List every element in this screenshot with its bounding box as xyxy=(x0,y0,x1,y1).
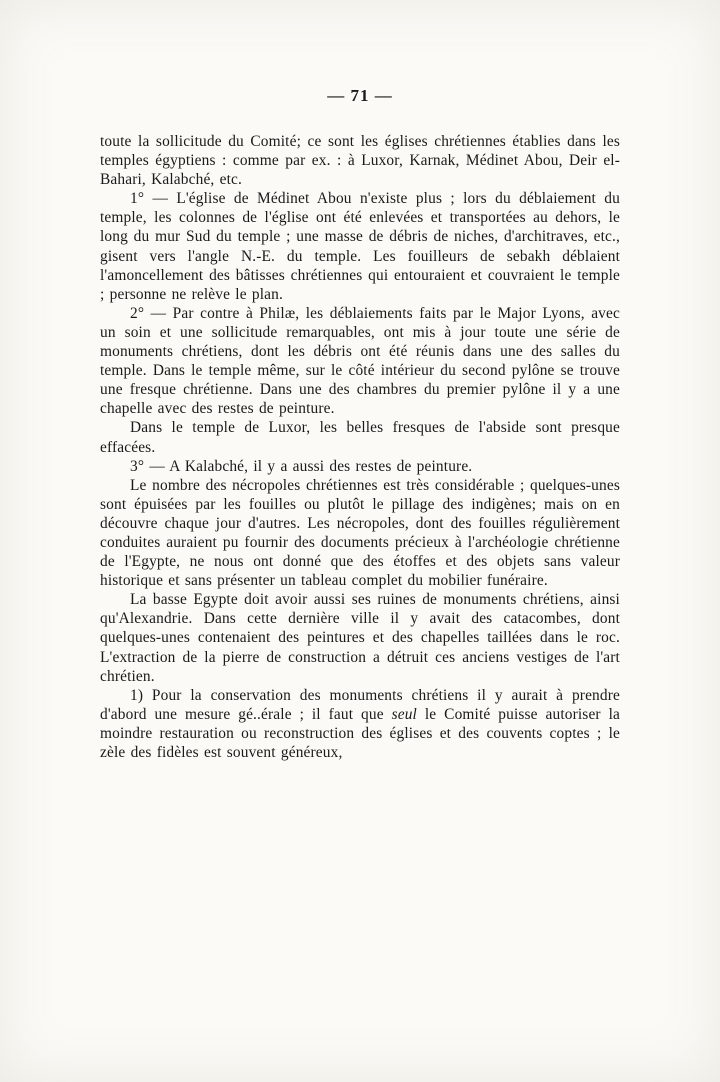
paragraph-conservation-before: 1) Pour la conservation des monuments chrétiens il y aurait à prendre d'abord une mesure gé..érale ; il faut que xyxy=(100,686,620,723)
page-number: — 71 — xyxy=(327,86,393,105)
paragraph-item-2: 2° — Par contre à Philæ, les déblaiements faits par le Major Lyons, avec un soin et une sollicitude remarquables, ont mis à jour toute une série de monuments chrétiens, dont les débris ont été réunis dans une des salles du temple. Dans le temple même, sur le côté intérieur du second pylône se trouve une fresque chrétienne. Dans une des chambres du premier pylône il y a une chapelle avec des restes de peinture. xyxy=(100,304,620,418)
paragraph-item-3: 3° — A Kalabché, il y a aussi des restes de peinture. xyxy=(130,457,473,475)
paragraph-conservation xyxy=(100,686,620,762)
paragraph-basse-egypte: La basse Egypte doit avoir aussi ses ruines de monuments chrétiens, ainsi qu'Alexandrie. Dans cette dernière ville il y avait des catacombes, dont quelques-unes contenaient des peintures et des chapelles taillées dans le roc. L'extraction de la pierre de construction a détruit ces anciens vestiges de l'art chrétien. xyxy=(100,591,620,685)
paragraph-luxor: Dans le temple de Luxor, les belles fresques de l'abside sont presque effacées. xyxy=(100,419,620,456)
paragraph-necropoles: Le nombre des nécropoles chrétiennes est très considérable ; quelques-unes sont épuisées par les fouilles ou plutôt le pillage des indigènes; mais on en découvre chaque jour d'autres. Les nécropoles, dont des fouilles régulièrement conduites auraient pu fournir des documents précieux à l'archéologie chrétienne de l'Egypte, ne nous ont donné que des étoffes et des objets sans valeur historique et sans présenter un tableau complet du mobilier funéraire. xyxy=(100,476,620,590)
paragraph-conservation-after: le Comité puisse autoriser la moindre restauration ou reconstruction des églises et des couvents coptes ; le zèle des fidèles est souvent généreux, xyxy=(100,705,620,761)
paragraph-item-1: 1° — L'église de Médinet Abou n'existe plus ; lors du déblaiement du temple, les colonnes de l'église ont été enlevées et transportées au dehors, le long du mur Sud du temple ; une masse de débris de niches, d'architraves, etc., gisent vers l'angle N.-E. du temple. Les fouilleurs de sebakh déblaient l'amoncellement des bâtisses chrétiennes qui entouraient et couvraient le temple ; personne ne relève le plan. xyxy=(100,190,620,303)
paragraph-continuation: toute la sollicitude du Comité; ce sont les églises chrétiennes établies dans les temples égyptiens : comme par ex. : à Luxor, Karnak, Médinet Abou, Deir el-Bahari, Kalabché, etc. xyxy=(100,133,620,189)
paragraph-conservation-italic-word: seul xyxy=(391,705,417,723)
text-block xyxy=(100,132,620,762)
